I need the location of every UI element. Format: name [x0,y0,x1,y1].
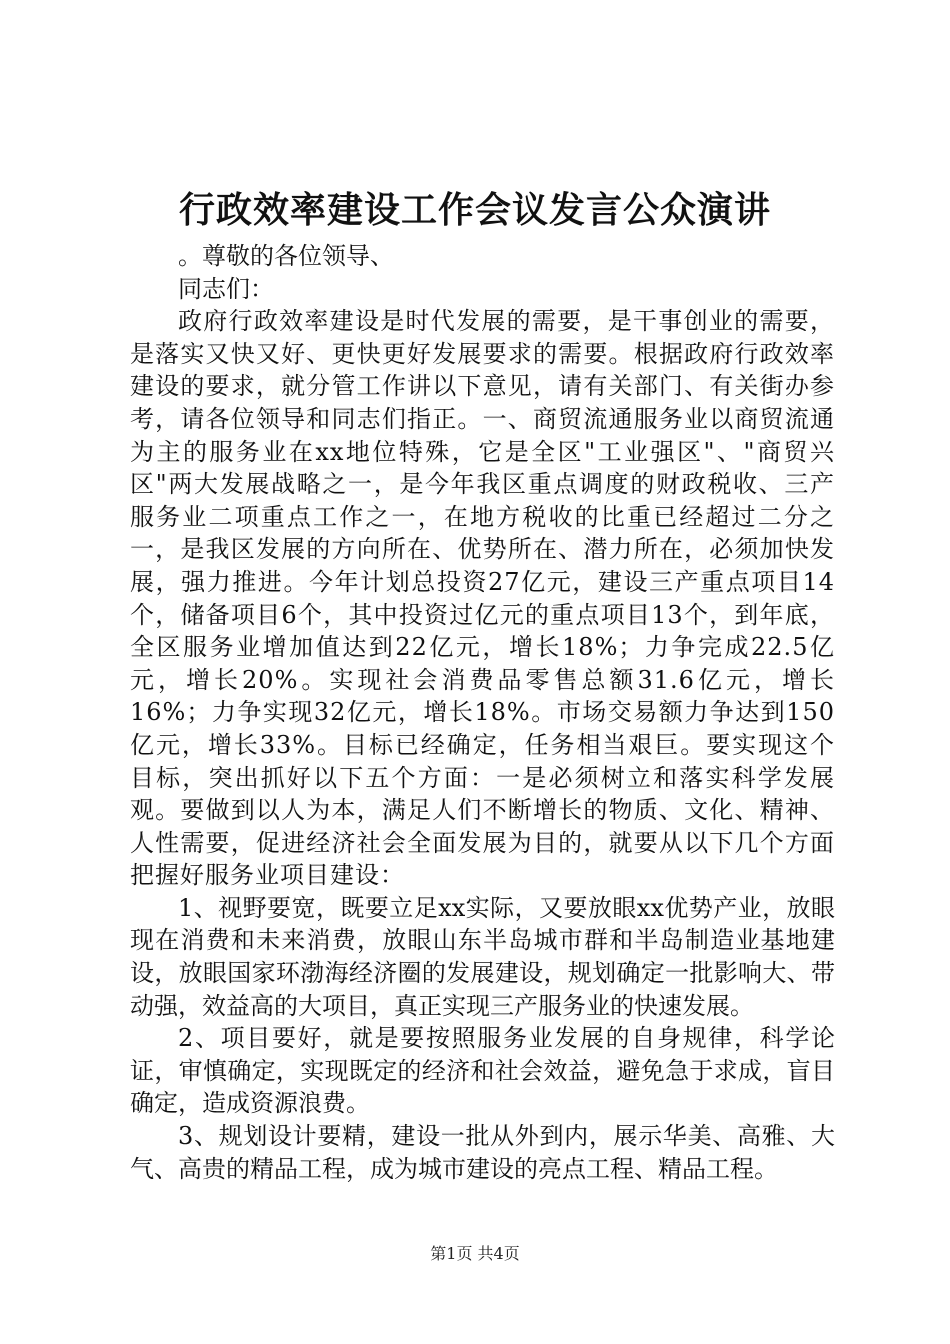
page-footer: 第1页 共4页 [430,1244,520,1263]
document-body [130,240,835,1185]
body-paragraph: 2、项目要好，就是要按照服务业发展的自身规律，科学论证，审慎确定，实现既定的经济和社会效益，避免急于求成，盲目确定，造成资源浪费。 [130,1024,835,1118]
body-paragraph: 3、规划设计要精，建设一批从外到内，展示华美、高雅、大气、高贵的精品工程，成为城市建设的亮点工程、精品工程。 [130,1122,835,1183]
salutation-line-2: 同志们： [178,274,274,303]
document-title: 行政效率建设工作会议发言公众演讲 [178,189,771,231]
body-paragraph: 政府行政效率建设是时代发展的需要，是干事创业的需要，是落实又快又好、更快更好发展要求的需要。根据政府行政效率建设的要求，就分管工作讲以下意见，请有关部门、有关街办参考，请各位领导和同志们指正。一、商贸流通服务业以商贸流通为主的服务业在xx地位特殊，它是全区"工业强区"、"商贸兴区"两大发展战略之一，是今年我区重点调度的财政税收、三产服务业二项重点工作之一，在地方税收的比重已经超过二分之一，是我区发展的方向所在、优势所在、潜力所在，必须加快发展，强力推进。今年计划总投资27亿元，建设三产重点项目14个，储备项目6个，其中投资过亿元的重点项目13个，到年底，全区服务业增加值达到22亿元，增长18%；力争完成22.5亿元，增长20%。实现社会消费品零售总额31.6亿元，增长16%；力争实现32亿元，增长18%。市场交易额力争达到150亿元，增长33%。目标已经确定，任务相当艰巨。要实现这个目标，突出抓好以下五个方面：一是必须树立和落实科学发展观。要做到以人为本，满足人们不断增长的物质、文化、精神、人性需要，促进经济社会全面发展为目的，就要从以下几个方面把握好服务业项目建设： [130,307,835,890]
salutation-line-1: 。尊敬的各位领导、 [178,242,394,270]
body-paragraph: 1、视野要宽，既要立足xx实际，又要放眼xx优势产业，放眼现在消费和未来消费，放眼山东半岛城市群和半岛制造业基地建设，放眼国家环渤海经济圈的发展建设，规划确定一批影响大、带动强，效益高的大项目，真正实现三产服务业的快速发展。 [130,893,835,1020]
